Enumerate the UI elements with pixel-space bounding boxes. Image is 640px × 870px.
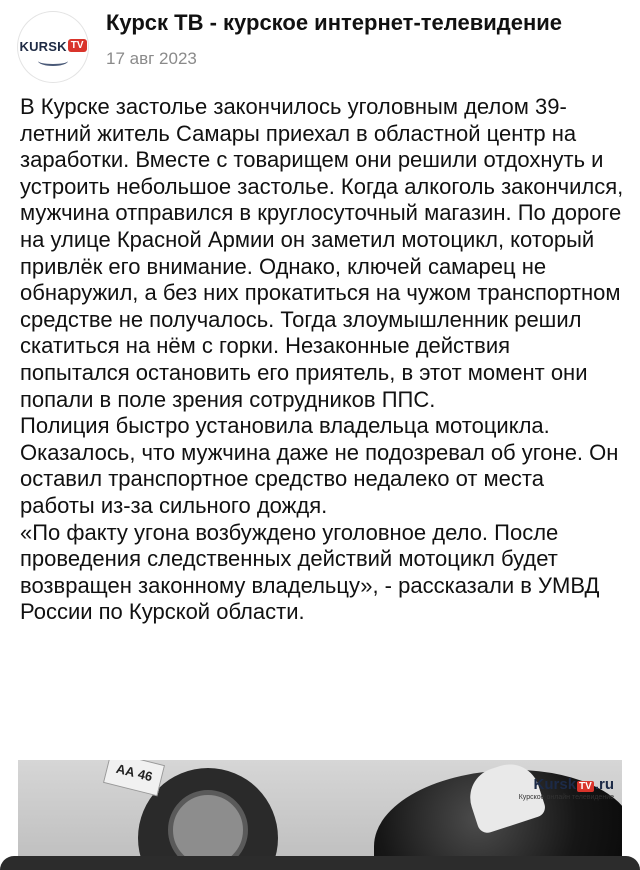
watermark-tv: TV — [579, 781, 592, 792]
license-plate: АА 46 — [103, 760, 165, 796]
post-paragraph: В Курске застолье закончилось уголовным делом 39-летний житель Самары приехал в областной центр на заработки. Вместе с товарищем они решили отдохнуть и устроить небольшое застолье. Когда алкоголь закончился, мужчина отправился в круглосуточный магазин. По дороге на улице Красной Армии он заметил мотоцикл, который привлёк его внимание. Однако, ключей самарец не обнаружил, а без них прокатиться на чужом транспортном средстве не получалось. Тогда злоумышленник решил скатиться на нём с горки. Незаконные действия попытался остановить его приятель, в этот момент они попали в поле зрения сотрудников ППС. — [20, 94, 624, 412]
post-header — [0, 0, 640, 90]
logo-arc — [38, 56, 68, 66]
post-paragraph: Полиция быстро установила владельца мотоцикла. Оказалось, что мужчина даже не подозревал об угоне. Он оставил транспортное средство недалеко от места работы из-за сильного дождя. — [20, 413, 619, 518]
post-date[interactable]: 17 авг 2023 — [106, 49, 197, 68]
photo-watermark — [519, 776, 614, 801]
post-paragraph: «По факту угона возбуждено уголовное дело. После проведения следственных действий мотоцикл будет возвращен законному владельцу», - рассказали в УМВД России по Курской области. — [20, 519, 600, 625]
logo-tv: TV — [68, 39, 87, 52]
channel-name[interactable]: Курск ТВ - курское интернет-телевидение — [106, 10, 563, 35]
channel-avatar[interactable] — [18, 12, 88, 82]
post-photo[interactable] — [18, 760, 622, 870]
watermark-brand: Kursk — [533, 776, 577, 793]
post-body — [20, 94, 624, 626]
logo-brand: KURSK — [19, 39, 67, 54]
kursk-tv-logo-icon — [19, 38, 86, 56]
bottom-panel — [0, 856, 640, 870]
watermark-subtitle: Курское онлайн телевидение — [518, 794, 614, 801]
watermark-suffix: .ru — [594, 776, 614, 793]
